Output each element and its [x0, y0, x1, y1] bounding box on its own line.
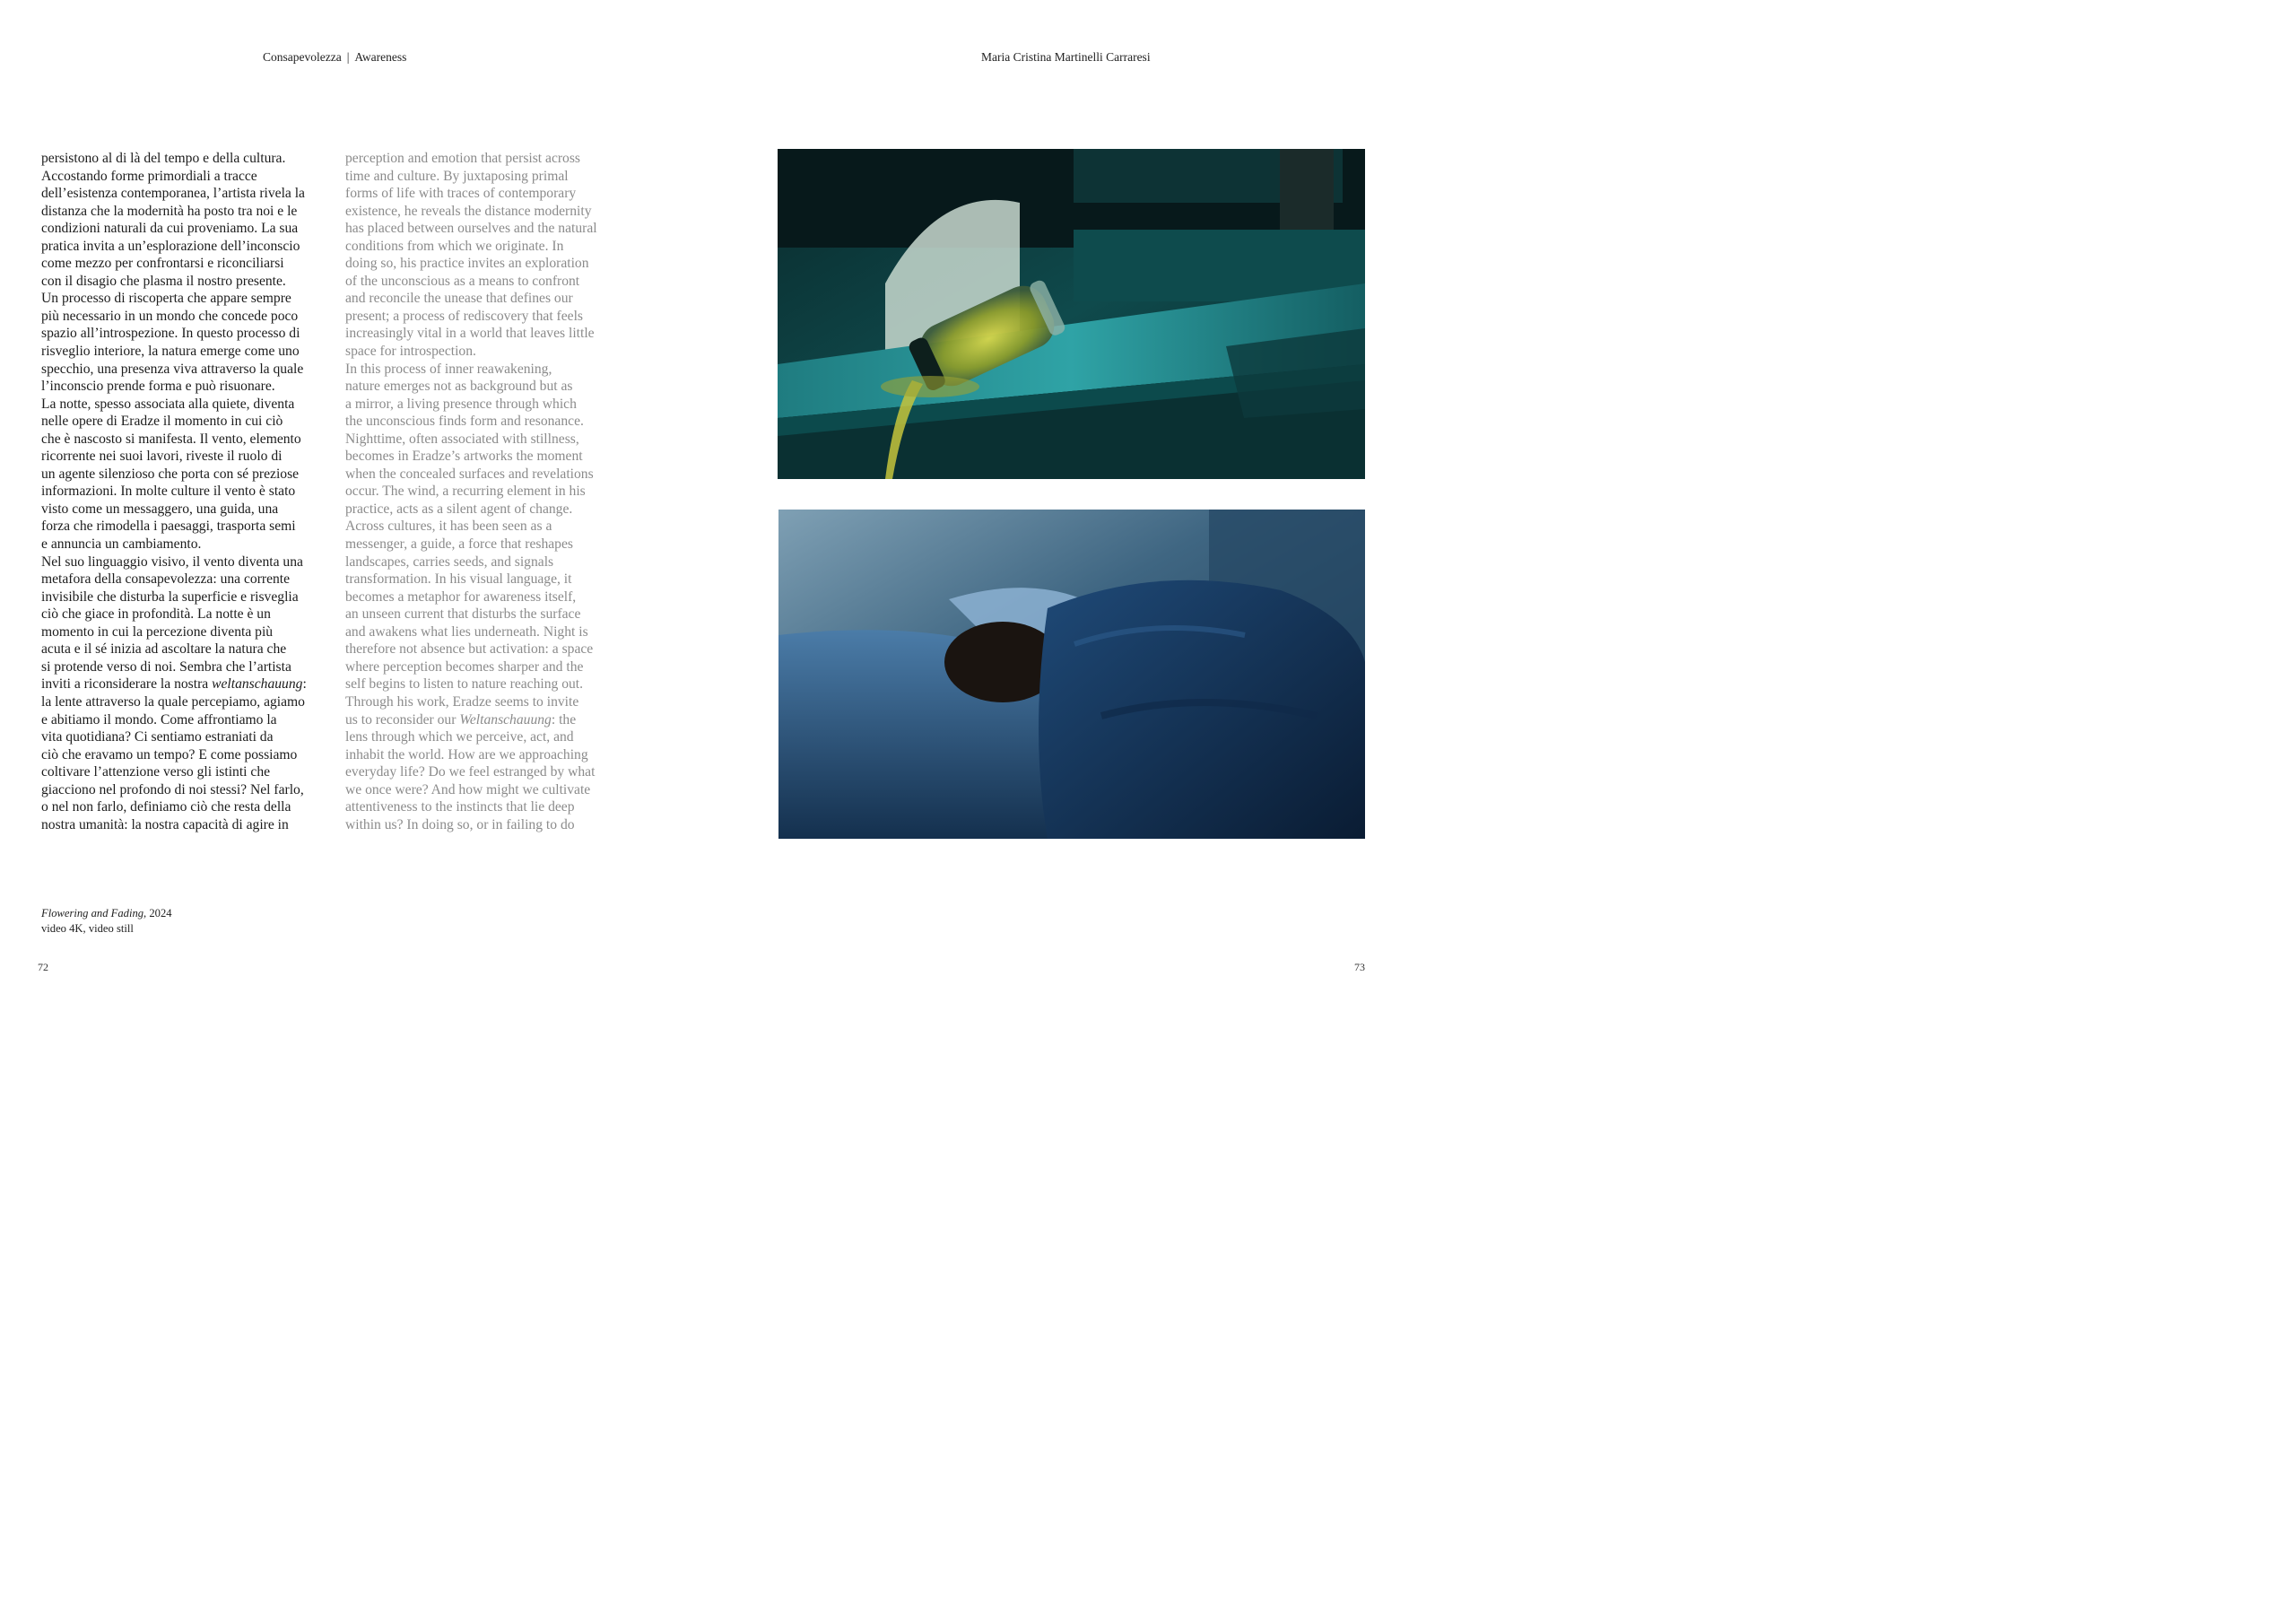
line-text: persistono al di là del tempo e della cultura.	[41, 151, 286, 166]
caption-artwork-title: Flowering and Fading	[41, 907, 144, 919]
line-text: lens through which we perceive, act, and	[345, 729, 574, 745]
text-line	[345, 518, 631, 536]
line-text: informazioni. In molte culture il vento è stato	[41, 484, 296, 500]
line-text: becomes a metaphor for awareness itself,	[345, 588, 577, 605]
line-text: si protende verso di noi. Sembra che l’artista	[41, 658, 291, 675]
text-line	[345, 448, 631, 466]
line-text: Through his work, Eradze seems to invite	[345, 693, 579, 710]
text-line	[345, 658, 631, 676]
video-still-spilled-jar	[778, 149, 1365, 479]
line-text: e abitiamo il mondo. Come affrontiamo la	[41, 711, 277, 728]
line-text: we once were? And how might we cultivate	[345, 781, 591, 797]
line-text: vita quotidiana? Ci sentiamo estraniati da	[41, 729, 274, 745]
page-number-right: 73	[1354, 961, 1365, 973]
text-line	[345, 675, 631, 693]
line-text: o nel non farlo, definiamo ciò che resta della	[41, 799, 291, 815]
text-line	[41, 588, 326, 606]
text-line	[345, 711, 631, 729]
line-text: forza che rimodella i paesaggi, trasporta semi	[41, 519, 296, 535]
line-text: when the concealed surfaces and revelations	[345, 466, 594, 482]
text-line	[345, 746, 631, 764]
text-line	[345, 693, 631, 711]
english-text-column	[345, 150, 631, 833]
text-line	[345, 168, 631, 186]
line-text: landscapes, carries seeds, and signals	[345, 553, 554, 570]
line-text: ciò che giace in profondità. La notte è un	[41, 606, 271, 623]
text-line	[41, 816, 326, 834]
text-line	[41, 448, 326, 466]
italic-term: Weltanschauung	[459, 711, 552, 728]
text-line	[345, 255, 631, 273]
line-text: everyday life? Do we feel estranged by what	[345, 764, 596, 780]
line-text: che è nascosto si manifesta. Il vento, elemento	[41, 431, 301, 447]
text-line	[345, 816, 631, 834]
text-line	[41, 623, 326, 641]
line-text: spazio all’introspezione. In questo processo di	[41, 326, 300, 342]
text-line	[345, 763, 631, 781]
line-text: la lente attraverso la quale percepiamo, agiamo	[41, 693, 305, 710]
text-line	[41, 361, 326, 379]
line-text: existence, he reveals the distance modernity	[345, 203, 592, 219]
line-text: practice, acts as a silent agent of change.	[345, 501, 573, 517]
text-line	[41, 203, 326, 221]
line-text: specchio, una presenza viva attraverso la quale	[41, 361, 304, 377]
text-line	[41, 711, 326, 729]
text-line	[41, 413, 326, 431]
text-line	[41, 675, 326, 693]
line-text: attentiveness to the instincts that lie deep	[345, 799, 575, 815]
text-line	[345, 641, 631, 658]
text-line	[41, 536, 326, 553]
text-line	[345, 413, 631, 431]
line-text: ricorrente nei suoi lavori, riveste il ruolo di	[41, 449, 283, 465]
text-line	[41, 658, 326, 676]
line-text: increasingly vital in a world that leaves little	[345, 326, 595, 342]
line-text: invisibile che disturba la superficie e risveglia	[41, 588, 299, 605]
text-line	[41, 781, 326, 799]
text-line	[345, 431, 631, 449]
line-text: perception and emotion that persist across	[345, 151, 580, 166]
line-text: Accostando forme primordiali a tracce	[41, 168, 257, 184]
text-line	[41, 746, 326, 764]
caption-medium: video 4K, video still	[41, 922, 134, 935]
line-text: and awakens what lies underneath. Night is	[345, 623, 588, 640]
text-line	[41, 431, 326, 449]
line-text: becomes in Eradze’s artworks the moment	[345, 449, 583, 465]
line-text: più necessario in un mondo che concede poco	[41, 308, 299, 324]
line-text: dell’esistenza contemporanea, l’artista rivela la	[41, 186, 305, 202]
line-text: nelle opere di Eradze il momento in cui ciò	[41, 414, 283, 430]
line-text: metafora della consapevolezza: una corrente	[41, 571, 291, 588]
text-line	[345, 150, 631, 168]
line-text: messenger, a guide, a force that reshapes	[345, 536, 573, 553]
text-line	[41, 343, 326, 361]
line-text: nature emerges not as background but as	[345, 379, 573, 395]
line-text: l’inconscio prende forma e può risuonare.	[41, 379, 275, 395]
text-line	[345, 588, 631, 606]
running-head-left	[263, 50, 406, 65]
text-line	[41, 571, 326, 588]
line-text: an unseen current that disturbs the surface	[345, 606, 581, 623]
line-text: pratica invita a un’esplorazione dell’inconscio	[41, 238, 300, 254]
text-line	[41, 483, 326, 501]
text-line	[41, 763, 326, 781]
text-line	[345, 308, 631, 326]
text-line	[41, 501, 326, 519]
line-text: inviti a riconsiderare la nostra	[41, 676, 213, 693]
line-text: La notte, spesso associata alla quiete, diventa	[41, 396, 295, 412]
line-text-tail: :	[302, 676, 307, 693]
text-line	[345, 378, 631, 396]
text-line	[345, 396, 631, 414]
line-text: a mirror, a living presence through which	[345, 396, 577, 412]
text-line	[345, 238, 631, 256]
video-still-sleeping-figure	[778, 510, 1365, 839]
left-page	[0, 0, 703, 1005]
text-line	[345, 781, 631, 799]
text-line	[345, 185, 631, 203]
text-line	[41, 798, 326, 816]
line-text: where perception becomes sharper and the	[345, 658, 584, 675]
text-line	[41, 693, 326, 711]
caption-title-line	[41, 906, 172, 921]
text-line	[41, 641, 326, 658]
line-text: occur. The wind, a recurring element in his	[345, 484, 586, 500]
text-line	[41, 308, 326, 326]
line-text: acuta e il sé inizia ad ascoltare la natura che	[41, 641, 287, 658]
magazine-spread	[0, 0, 1406, 1005]
text-line	[345, 501, 631, 519]
text-line	[345, 220, 631, 238]
text-line	[345, 536, 631, 553]
text-line	[345, 483, 631, 501]
text-line	[345, 203, 631, 221]
section-title-italian: Consapevolezza	[263, 50, 342, 64]
line-text: Nel suo linguaggio visivo, il vento diventa una	[41, 553, 303, 570]
line-text: self begins to listen to nature reaching out.	[345, 676, 584, 693]
italic-term: weltanschauung	[212, 676, 303, 693]
line-text: momento in cui la percezione diventa più	[41, 623, 274, 640]
spilled-jar-image	[778, 149, 1365, 479]
text-line	[41, 518, 326, 536]
line-text: the unconscious finds form and resonance.	[345, 414, 584, 430]
line-text: distanza che la modernità ha posto tra noi e le	[41, 203, 298, 219]
text-line	[41, 396, 326, 414]
line-text: Across cultures, it has been seen as a	[345, 519, 552, 535]
line-text: us to reconsider our	[345, 711, 460, 728]
text-line	[41, 290, 326, 308]
text-line	[41, 273, 326, 291]
line-text: ciò che eravamo un tempo? E come possiamo	[41, 746, 298, 763]
text-line	[345, 290, 631, 308]
text-line	[41, 728, 326, 746]
line-text: forms of life with traces of contemporary	[345, 186, 577, 202]
text-line	[345, 728, 631, 746]
text-line	[41, 185, 326, 203]
line-text: time and culture. By juxtaposing primal	[345, 168, 569, 184]
right-page	[703, 0, 1406, 1005]
text-line	[41, 255, 326, 273]
line-text: has placed between ourselves and the natural	[345, 221, 597, 237]
running-head-separator: |	[346, 50, 350, 64]
running-head-author: Maria Cristina Martinelli Carraresi	[981, 50, 1151, 64]
text-line	[345, 571, 631, 588]
line-text: In this process of inner reawakening,	[345, 361, 552, 377]
line-text-tail: : the	[551, 711, 577, 728]
sleeping-figure-image	[778, 510, 1365, 839]
text-line	[345, 325, 631, 343]
line-text: inhabit the world. How are we approaching	[345, 746, 588, 763]
line-text: giacciono nel profondo di noi stessi? Nel farlo,	[41, 781, 304, 797]
line-text: and reconcile the unease that defines our	[345, 291, 573, 307]
line-text: conditions from which we originate. In	[345, 238, 564, 254]
line-text: con il disagio che plasma il nostro presente.	[41, 273, 286, 289]
line-text: coltivare l’attenzione verso gli istinti che	[41, 764, 271, 780]
line-text: transformation. In his visual language, it	[345, 571, 572, 588]
line-text: nostra umanità: la nostra capacità di agire in	[41, 816, 289, 832]
text-line	[345, 798, 631, 816]
line-text: Nighttime, often associated with stillness,	[345, 431, 579, 447]
text-line	[345, 466, 631, 484]
text-line	[345, 343, 631, 361]
text-line	[41, 606, 326, 623]
line-text: visto come un messaggero, una guida, una	[41, 501, 279, 517]
line-text: un agente silenzioso che porta con sé preziose	[41, 466, 300, 482]
line-text: risveglio interiore, la natura emerge come uno	[41, 344, 300, 360]
line-text: come mezzo per confrontarsi e riconciliarsi	[41, 256, 284, 272]
line-text: condizioni naturali da cui proveniamo. La sua	[41, 221, 299, 237]
italian-text-column	[41, 150, 326, 833]
line-text: within us? In doing so, or in failing to do	[345, 816, 575, 832]
image-caption	[41, 906, 172, 937]
text-line	[41, 150, 326, 168]
text-line	[41, 220, 326, 238]
line-text: space for introspection.	[345, 344, 476, 360]
text-line	[41, 466, 326, 484]
text-line	[41, 325, 326, 343]
text-line	[345, 361, 631, 379]
line-text: doing so, his practice invites an exploration	[345, 256, 589, 272]
line-text: Un processo di riscoperta che appare sempre	[41, 291, 291, 307]
text-line	[345, 273, 631, 291]
line-text: e annuncia un cambiamento.	[41, 536, 202, 553]
text-line	[41, 168, 326, 186]
text-line	[345, 623, 631, 641]
section-title-english: Awareness	[354, 50, 407, 64]
text-line	[41, 553, 326, 571]
line-text: therefore not absence but activation: a space	[345, 641, 594, 658]
text-line	[345, 553, 631, 571]
line-text: of the unconscious as a means to confront	[345, 273, 580, 289]
text-line	[41, 238, 326, 256]
page-number-left: 72	[38, 961, 48, 973]
caption-year: , 2024	[144, 907, 172, 919]
text-line	[345, 606, 631, 623]
line-text: present; a process of rediscovery that feels	[345, 308, 583, 324]
text-line	[41, 378, 326, 396]
